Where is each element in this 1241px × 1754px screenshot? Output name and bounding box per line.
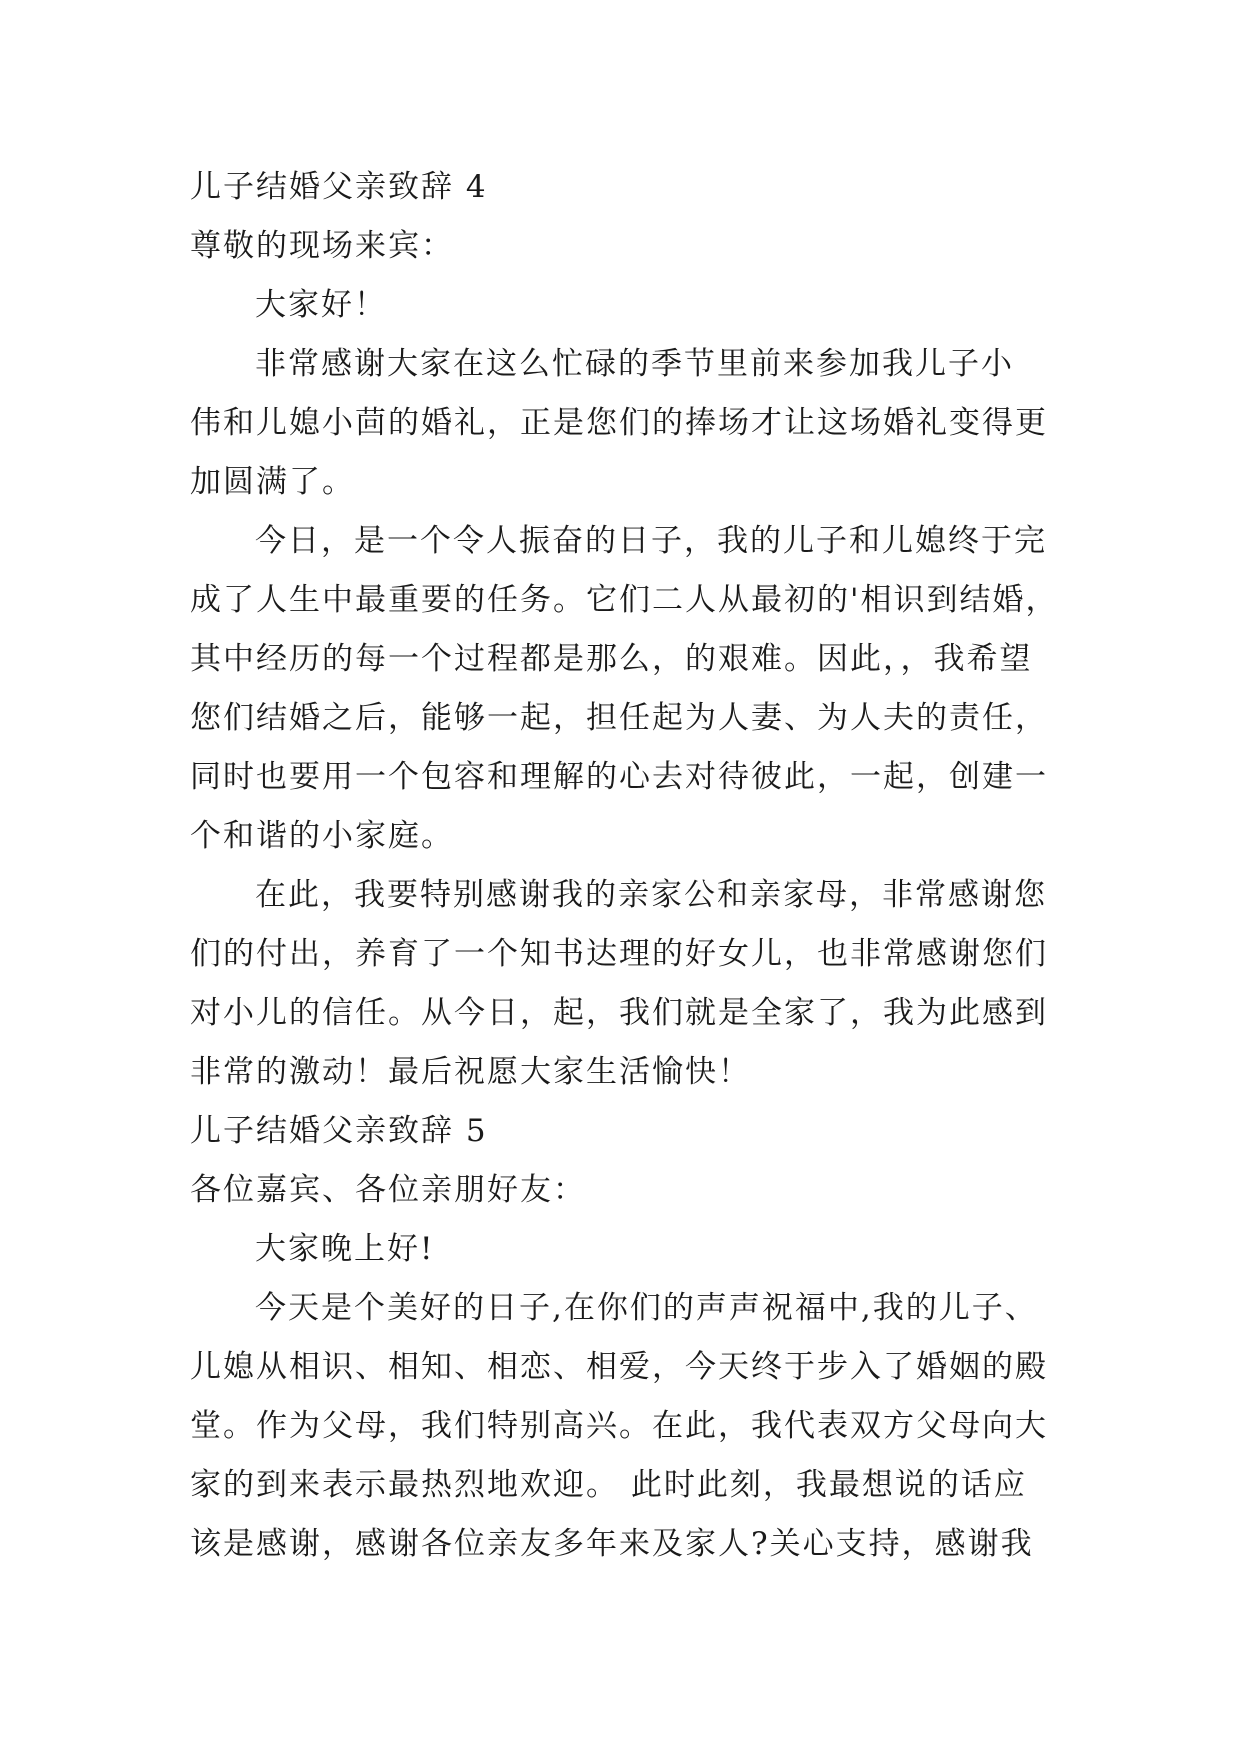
text-line: 各位嘉宾、各位亲朋好友：	[190, 1172, 586, 1208]
text-line: 非常的激动！最后祝愿大家生活愉快！	[190, 1054, 751, 1090]
text-line: 成了人生中最重要的任务。它们二人从最初的'相识到结婚，	[190, 582, 1059, 618]
text-line: 大家好！	[255, 287, 387, 323]
text-line: 加圆满了。	[190, 464, 355, 500]
text-line: 伟和儿媳小茴的婚礼，正是您们的捧场才让这场婚礼变得更	[190, 405, 1048, 441]
text-line: 儿子结婚父亲致辞 5	[190, 1113, 488, 1149]
text-line: 其中经历的每一个过程都是那么，的艰难。因此，，我希望	[190, 641, 1033, 677]
text-line: 在此，我要特别感谢我的亲家公和亲家母，非常感谢您	[255, 877, 1047, 913]
text-line: 堂。作为父母，我们特别高兴。在此，我代表双方父母向大	[190, 1408, 1048, 1444]
text-line: 大家晚上好!	[255, 1231, 435, 1267]
text-line: 非常感谢大家在这么忙碌的季节里前来参加我儿子小	[255, 346, 1014, 382]
text-line: 个和谐的小家庭。	[190, 818, 454, 854]
text-line: 尊敬的现场来宾：	[190, 228, 454, 264]
text-line: 家的到来表示最热烈地欢迎。 此时此刻，我最想说的话应	[190, 1467, 1027, 1503]
text-line: 儿子结婚父亲致辞 4	[190, 169, 488, 205]
text-line: 今天是个美好的日子,在你们的声声祝福中,我的儿子、	[255, 1290, 1038, 1326]
text-line: 儿媳从相识、相知、相恋、相爱，今天终于步入了婚姻的殿	[190, 1349, 1048, 1385]
document-body	[190, 158, 1070, 1574]
text-line: 对小儿的信任。从今日，起，我们就是全家了，我为此感到	[190, 995, 1048, 1031]
text-line: 该是感谢，感谢各位亲友多年来及家人?关心支持，感谢我	[190, 1526, 1034, 1562]
text-line: 今日，是一个令人振奋的日子，我的儿子和儿媳终于完	[255, 523, 1047, 559]
text-line: 们的付出，养育了一个知书达理的好女儿，也非常感谢您们	[190, 936, 1048, 972]
text-line: 您们结婚之后，能够一起，担任起为人妻、为人夫的责任，	[190, 700, 1048, 736]
text-line: 同时也要用一个包容和理解的心去对待彼此，一起，创建一	[190, 759, 1048, 795]
